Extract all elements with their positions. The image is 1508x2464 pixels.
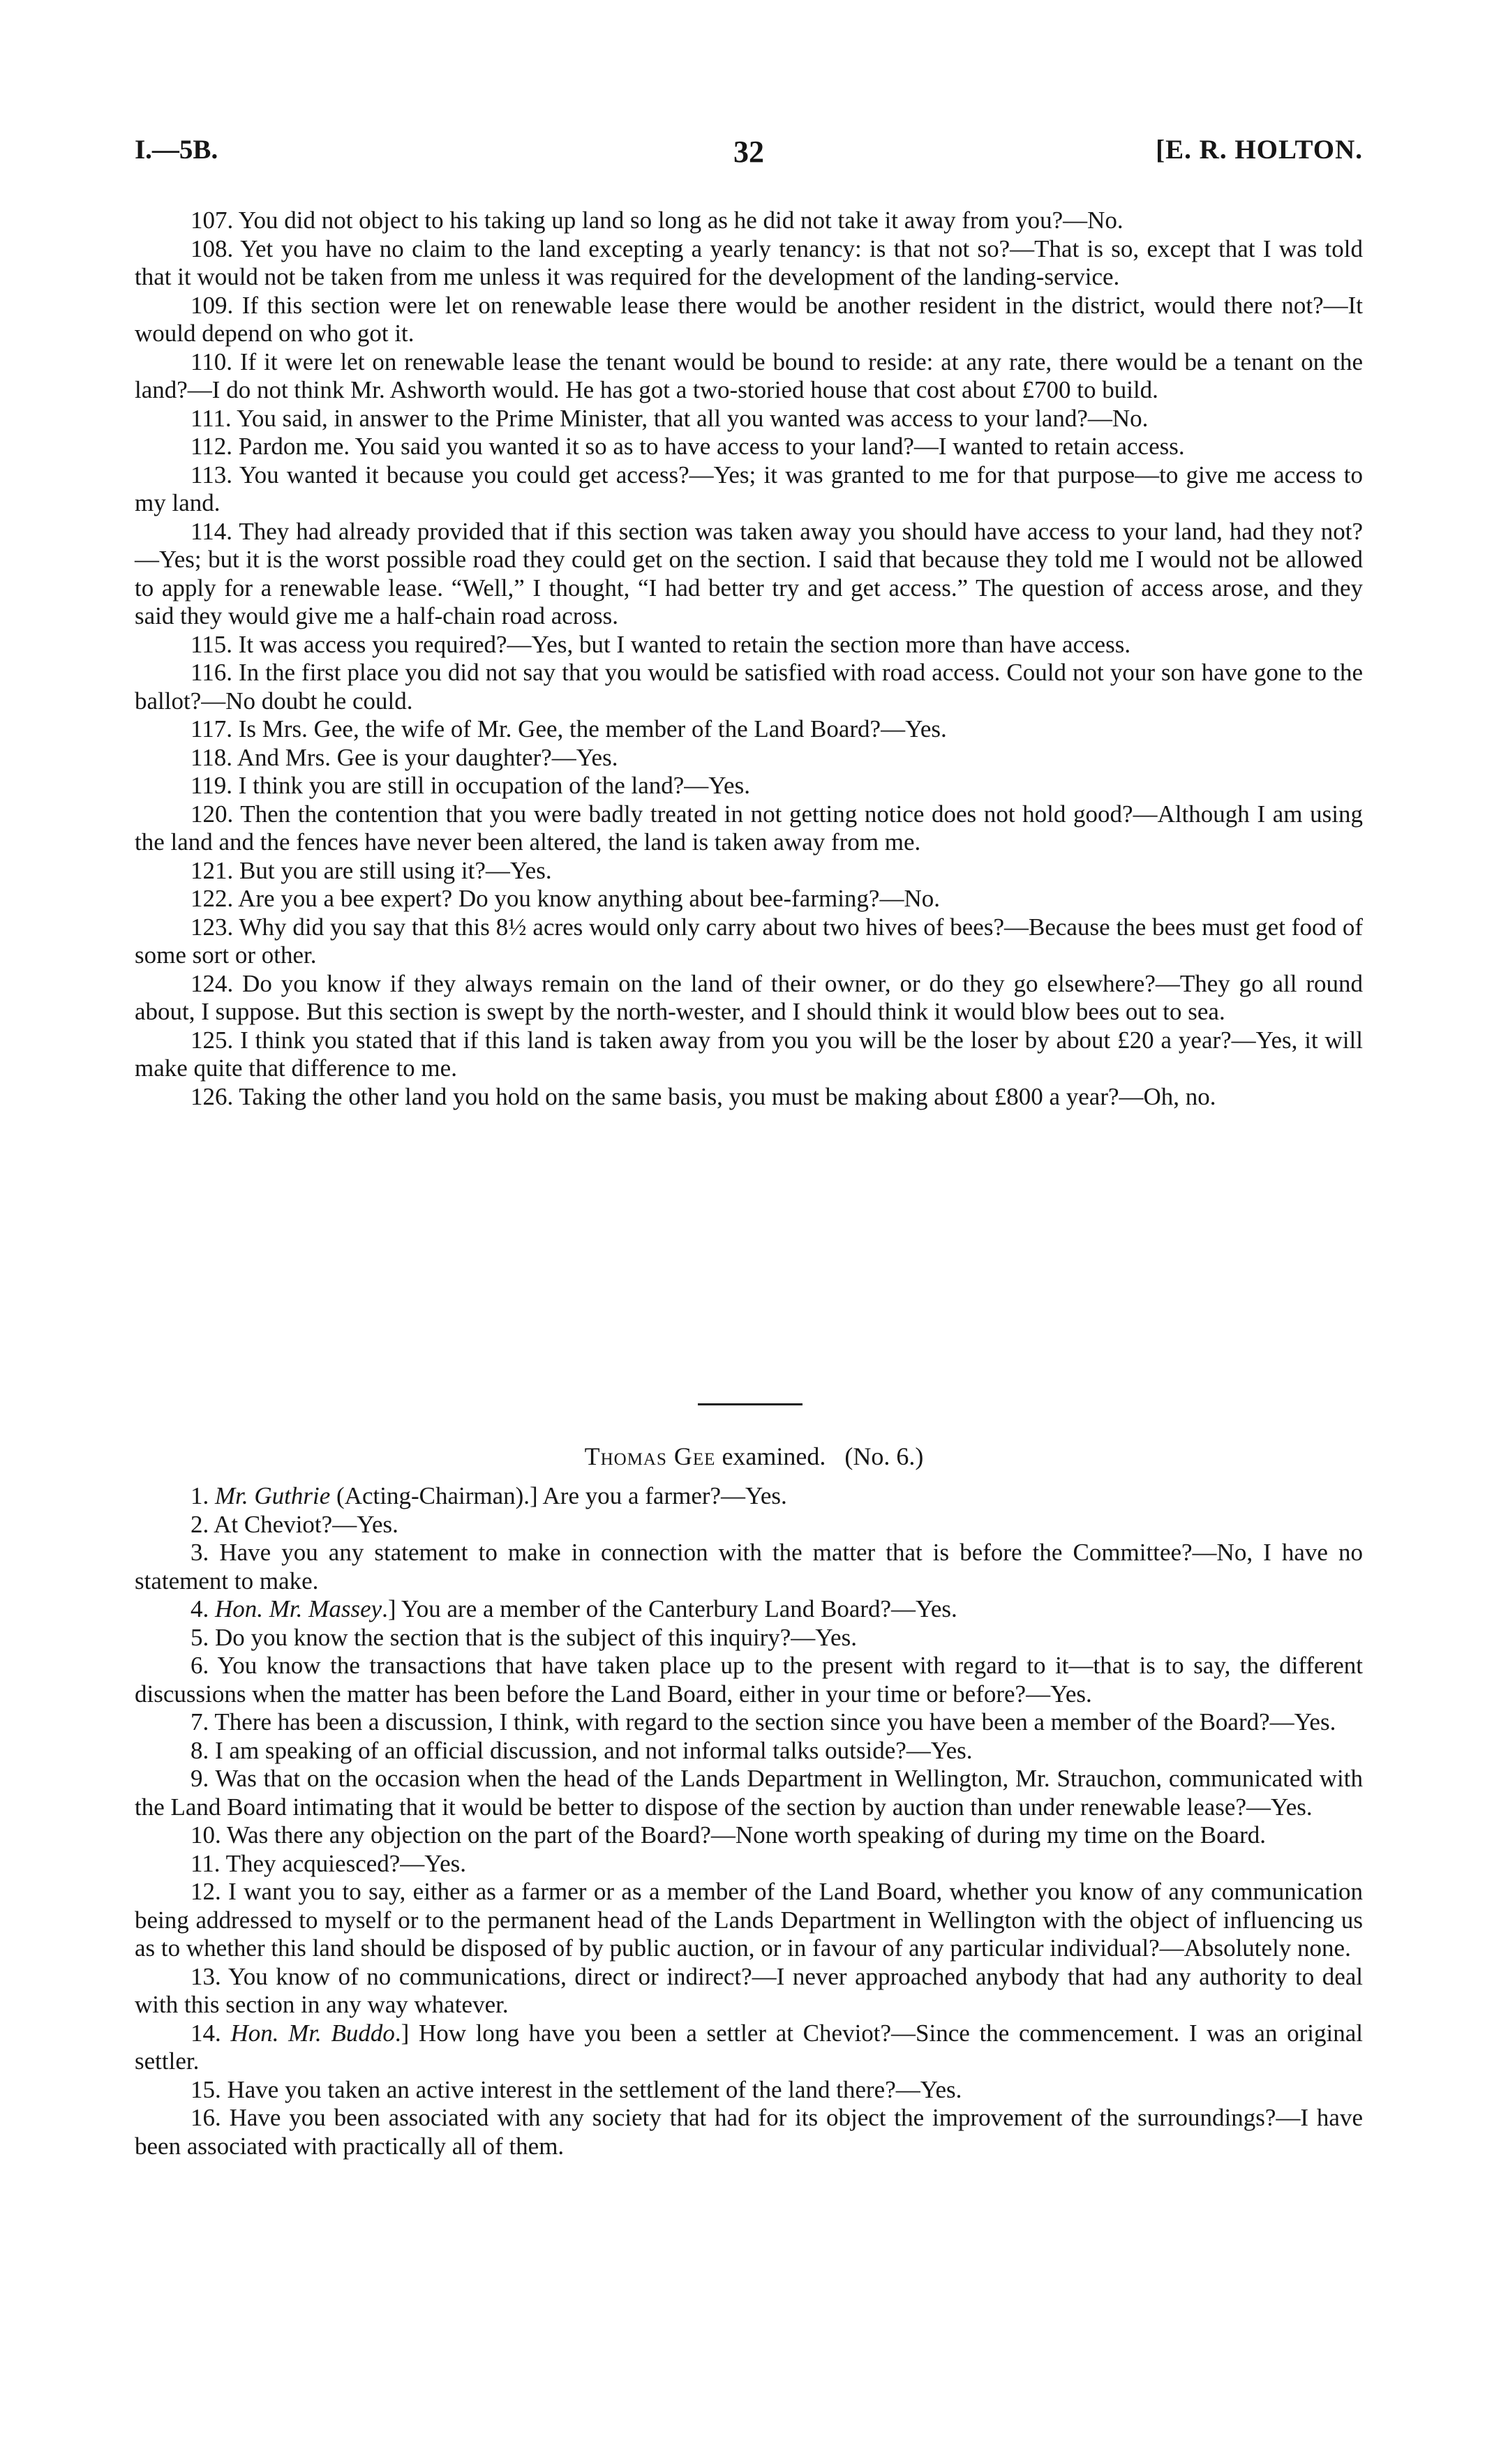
question-answer-paragraph: 118. And Mrs. Gee is your daughter?—Yes. bbox=[191, 743, 618, 771]
question-text: I want you to say, either as a farmer or as a member of the Land Board, whether you know of any communication being addressed to myself or to the permanent head of the Lands Department in Wellington with the object of influencing us as to whether this land should be disposed of by public auction, or in favour of any particular individual?—Absolutely none. bbox=[135, 1878, 1364, 1962]
question-answer-paragraph bbox=[135, 1963, 1363, 2019]
question-answer-paragraph bbox=[135, 1708, 1363, 1737]
question-number: 14. bbox=[191, 2019, 221, 2047]
section-divider bbox=[698, 1403, 802, 1405]
question-number: 1. bbox=[191, 1482, 209, 1509]
question-text: Are you a farmer?—Yes. bbox=[537, 1482, 787, 1509]
question-answer-paragraph: 112. Pardon me. You said you wanted it so as to have access to your land?—I wanted to retain access. bbox=[191, 433, 1185, 460]
question-answer-paragraph bbox=[135, 1624, 1363, 1652]
question-answer-paragraph bbox=[135, 1511, 1363, 1539]
question-number: 8. bbox=[191, 1736, 209, 1764]
question-answer-paragraph: 126. Taking the other land you hold on the same basis, you must be making about £800 a year?—Oh, no. bbox=[191, 1082, 1216, 1110]
question-answer-paragraph: 115. It was access you required?—Yes, but I wanted to retain the section more than have access. bbox=[191, 630, 1131, 658]
question-answer-paragraph bbox=[135, 2076, 1363, 2105]
question-answer-paragraph: 116. In the first place you did not say that you would be satisfied with road access. Could not your son have gone to the ballot?—No doubt he could. bbox=[135, 659, 1363, 715]
evidence-section-holton bbox=[135, 207, 1363, 1111]
question-text: Do you know the section that is the subject of this inquiry?—Yes. bbox=[215, 1623, 857, 1651]
speaker-name: Mr. Guthrie bbox=[215, 1482, 331, 1509]
witness-examined: examined. bbox=[722, 1442, 826, 1470]
question-number: 15. bbox=[191, 2075, 221, 2103]
question-number: 9. bbox=[191, 1765, 209, 1792]
question-answer-paragraph: 123. Why did you say that this 8½ acres would only carry about two hives of bees?—Because the bees must get food of some sort or other. bbox=[135, 913, 1363, 969]
question-text: There has been a discussion, I think, with regard to the section since you have been a member of the Board?—Yes. bbox=[214, 1708, 1336, 1735]
question-text: You know the transactions that have taken place up to the present with regard to it—that is to say, the different discussions when the matter has been before the Land Board, either in your time or before?—Yes. bbox=[135, 1652, 1364, 1708]
question-answer-paragraph: 114. They had already provided that if this section was taken away you should have access to your land, had they not?—Yes; but it is the worst possible road they could get on the section. I said that because they told me I would not be allowed to apply for a renewable lease. “Well,” I thought, “I had better try and get access.” The question of access arose, and they said they would give me a half-chain road across. bbox=[135, 517, 1363, 629]
question-answer-paragraph: 119. I think you are still in occupation of the land?—Yes. bbox=[191, 772, 750, 799]
question-answer-paragraph bbox=[135, 1850, 1363, 1879]
question-number: 7. bbox=[191, 1708, 209, 1735]
speaker-name: Hon. Mr. Buddo bbox=[230, 2019, 395, 2047]
question-answer-paragraph bbox=[135, 1765, 1363, 1821]
question-number: 3. bbox=[191, 1539, 209, 1566]
question-answer-paragraph: 120. Then the contention that you were badly treated in not getting notice does not hold good?—Although I am using the land and the fences have never been altered, the land is taken away from me. bbox=[135, 800, 1363, 856]
page-header bbox=[135, 134, 1363, 176]
question-answer-paragraph: 124. Do you know if they always remain on the land of their owner, or do they go elsewhere?—They go all round about, I suppose. But this section is swept by the north-wester, and I should think it would blow bees out to sea. bbox=[135, 969, 1363, 1025]
question-answer-paragraph: 122. Are you a bee expert? Do you know anything about bee-farming?—No. bbox=[191, 885, 940, 912]
question-text: Was that on the occasion when the head of the Lands Department in Wellington, Mr. Strauchon, communicated with the Land Board intimating that it would be better to dispose of the section by auction than under renewable lease?—Yes. bbox=[135, 1765, 1363, 1821]
question-text: I am speaking of an official discussion, and not informal talks outside?—Yes. bbox=[215, 1736, 973, 1764]
speaker-note: .] bbox=[382, 1595, 396, 1622]
question-number: 16. bbox=[191, 2104, 221, 2131]
question-answer-paragraph: 117. Is Mrs. Gee, the wife of Mr. Gee, the member of the Land Board?—Yes. bbox=[191, 715, 947, 742]
question-number: 2. bbox=[191, 1510, 209, 1538]
witness-number: (No. 6.) bbox=[844, 1442, 924, 1470]
question-answer-paragraph bbox=[135, 1737, 1363, 1765]
question-text: You know of no communications, direct or indirect?—I never approached anybody that had any authority to deal with this section in any way whatever. bbox=[135, 1962, 1364, 2018]
question-answer-paragraph: 113. You wanted it because you could get access?—Yes; it was granted to me for that purpose—to give me access to my land. bbox=[135, 461, 1363, 516]
question-answer-paragraph bbox=[135, 1482, 1363, 1511]
question-number: 5. bbox=[191, 1623, 209, 1651]
question-text: You are a member of the Canterbury Land Board?—Yes. bbox=[396, 1595, 957, 1622]
question-number: 11. bbox=[191, 1849, 221, 1877]
witness-heading bbox=[0, 1442, 1508, 1471]
document-reference: I.—5B. bbox=[135, 135, 218, 165]
page-number: 32 bbox=[733, 135, 764, 169]
question-text: How long have you been a settler at Cheviot?—Since the commencement. I was an original settler. bbox=[135, 2019, 1363, 2075]
question-number: 10. bbox=[191, 1821, 221, 1849]
evidence-section-gee bbox=[135, 1482, 1363, 2160]
witness-running-head: [E. R. HOLTON. bbox=[1156, 135, 1363, 165]
question-answer-paragraph bbox=[135, 1652, 1363, 1708]
question-answer-paragraph: 108. Yet you have no claim to the land excepting a yearly tenancy: is that not so?—That is so, except that I was told that it would not be taken from me unless it was required for the development of the landing-service. bbox=[135, 234, 1363, 290]
question-text: At Cheviot?—Yes. bbox=[214, 1510, 398, 1538]
question-number: 13. bbox=[191, 1962, 221, 1990]
question-text: Have you any statement to make in connection with the matter that is before the Committee?—No, I have no statement to make. bbox=[135, 1539, 1364, 1595]
question-text: They acquiesced?—Yes. bbox=[225, 1849, 466, 1877]
question-answer-paragraph: 109. If this section were let on renewable lease there would be another resident in the district, would there not?—It would depend on who got it. bbox=[135, 291, 1363, 347]
question-text: Was there any objection on the part of the Board?—None worth speaking of during my time on the Board. bbox=[226, 1821, 1267, 1849]
question-answer-paragraph: 111. You said, in answer to the Prime Minister, that all you wanted was access to your land?—No. bbox=[191, 404, 1149, 432]
question-answer-paragraph bbox=[135, 1821, 1363, 1850]
speaker-note: (Acting-Chairman).] bbox=[330, 1482, 538, 1509]
question-number: 4. bbox=[191, 1595, 209, 1622]
question-answer-paragraph bbox=[135, 2104, 1363, 2160]
question-text: Have you taken an active interest in the settlement of the land there?—Yes. bbox=[227, 2075, 962, 2103]
witness-name: Thomas Gee bbox=[584, 1442, 716, 1470]
question-answer-paragraph: 110. If it were let on renewable lease the tenant would be bound to reside: at any rate, there would be a tenant on the land?—I do not think Mr. Ashworth would. He has got a two-storied house that cost about £700 to build. bbox=[135, 348, 1363, 403]
question-answer-paragraph bbox=[135, 1539, 1363, 1595]
question-text: Have you been associated with any society that had for its object the improvement of the surroundings?—I have been associated with practically all of them. bbox=[135, 2104, 1363, 2160]
question-answer-paragraph: 125. I think you stated that if this land is taken away from you you will be the loser by about £20 a year?—Yes, it will make quite that difference to me. bbox=[135, 1026, 1363, 1082]
speaker-note: .] bbox=[394, 2019, 410, 2047]
question-answer-paragraph: 107. You did not object to his taking up land so long as he did not take it away from you?—No. bbox=[191, 207, 1123, 234]
speaker-name: Hon. Mr. Massey bbox=[215, 1595, 382, 1622]
question-answer-paragraph bbox=[135, 1878, 1363, 1963]
question-answer-paragraph: 121. But you are still using it?—Yes. bbox=[191, 856, 552, 884]
question-answer-paragraph bbox=[135, 1595, 1363, 1624]
question-number: 12. bbox=[191, 1878, 221, 1905]
question-number: 6. bbox=[191, 1652, 209, 1679]
question-answer-paragraph bbox=[135, 2019, 1363, 2076]
